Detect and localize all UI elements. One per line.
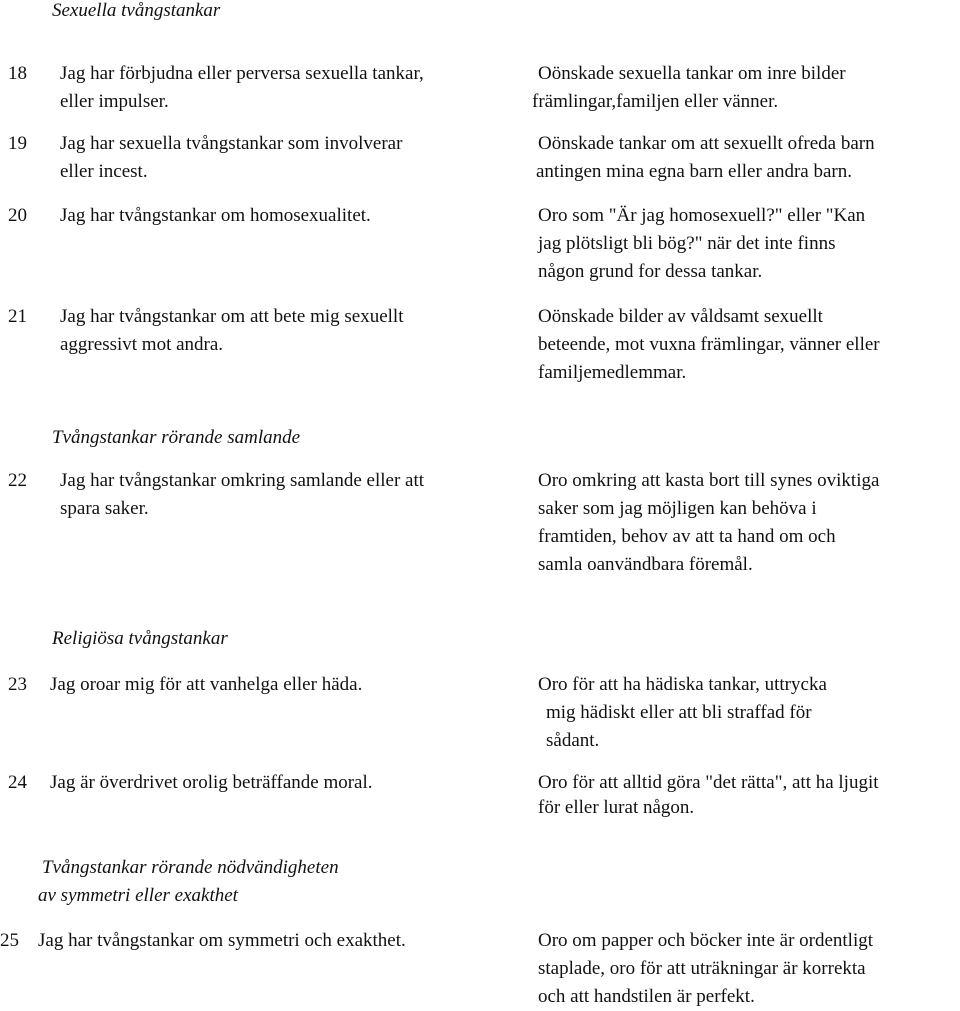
section-heading: Religiösa tvångstankar: [52, 628, 228, 649]
item-right-text: främlingar,familjen eller vänner.: [532, 91, 779, 112]
section-heading: av symmetri eller exakthet: [38, 885, 238, 906]
item-left-text: eller incest.: [60, 161, 148, 182]
item-right-text: beteende, mot vuxna främlingar, vänner eller: [538, 334, 880, 355]
item-right-text: Oönskade tankar om att sexuellt ofreda barn: [538, 133, 875, 154]
item-left-text: Jag har tvångstankar om att bete mig sexuellt: [60, 306, 404, 327]
item-number: 19: [8, 133, 27, 154]
item-left-text: eller impulser.: [60, 91, 169, 112]
item-right-text: framtiden, behov av att ta hand om och: [538, 526, 836, 547]
item-right-text: någon grund for dessa tankar.: [538, 261, 763, 282]
item-right-text: och att handstilen är perfekt.: [538, 986, 755, 1007]
item-number: 25: [0, 930, 19, 951]
item-right-text: familjemedlemmar.: [538, 362, 687, 383]
item-number: 24: [8, 772, 27, 793]
item-number: 18: [8, 63, 27, 84]
item-number: 20: [8, 205, 27, 226]
item-left-text: Jag har tvångstankar omkring samlande eller att: [60, 470, 425, 491]
item-right-text: Oönskade bilder av våldsamt sexuellt: [538, 306, 823, 327]
item-right-text: jag plötsligt bli bög?" när det inte finns: [538, 233, 836, 254]
item-right-text: Oro omkring att kasta bort till synes oviktiga: [538, 470, 880, 491]
item-right-text: sådant.: [546, 730, 600, 751]
item-number: 21: [8, 306, 27, 327]
item-left-text: Jag är överdrivet orolig beträffande moral.: [50, 772, 373, 793]
section-heading: Tvångstankar rörande samlande: [52, 427, 301, 448]
item-right-text: antingen mina egna barn eller andra barn.: [536, 161, 852, 182]
item-right-text: Oönskade sexuella tankar om inre bilder: [538, 63, 846, 84]
section-heading: Sexuella tvångstankar: [52, 0, 221, 21]
item-right-text: Oro som "Är jag homosexuell?" eller "Kan: [538, 205, 866, 226]
item-number: 23: [8, 674, 27, 695]
item-right-text: Oro för att alltid göra "det rätta", att ha ljugit: [538, 772, 879, 793]
item-right-text: mig hädiskt eller att bli straffad för: [546, 702, 812, 723]
item-number: 22: [8, 470, 27, 491]
section-heading: Tvångstankar rörande nödvändigheten: [42, 857, 339, 878]
item-left-text: Jag har tvångstankar om homosexualitet.: [60, 205, 371, 226]
item-left-text: spara saker.: [60, 498, 149, 519]
item-left-text: Jag har sexuella tvångstankar som involverar: [60, 133, 403, 154]
item-right-text: saker som jag möjligen kan behöva i: [538, 498, 817, 519]
item-right-text: för eller lurat någon.: [538, 797, 695, 818]
item-right-text: samla oanvändbara föremål.: [538, 554, 753, 575]
item-right-text: staplade, oro för att uträkningar är korrekta: [538, 958, 866, 979]
item-left-text: Jag har förbjudna eller perversa sexuella tankar,: [60, 63, 424, 84]
item-left-text: Jag har tvångstankar om symmetri och exakthet.: [38, 930, 406, 951]
item-right-text: Oro för att ha hädiska tankar, uttrycka: [538, 674, 827, 695]
item-left-text: Jag oroar mig för att vanhelga eller häda.: [50, 674, 363, 695]
item-right-text: Oro om papper och böcker inte är ordentligt: [538, 930, 874, 951]
item-left-text: aggressivt mot andra.: [60, 334, 224, 355]
